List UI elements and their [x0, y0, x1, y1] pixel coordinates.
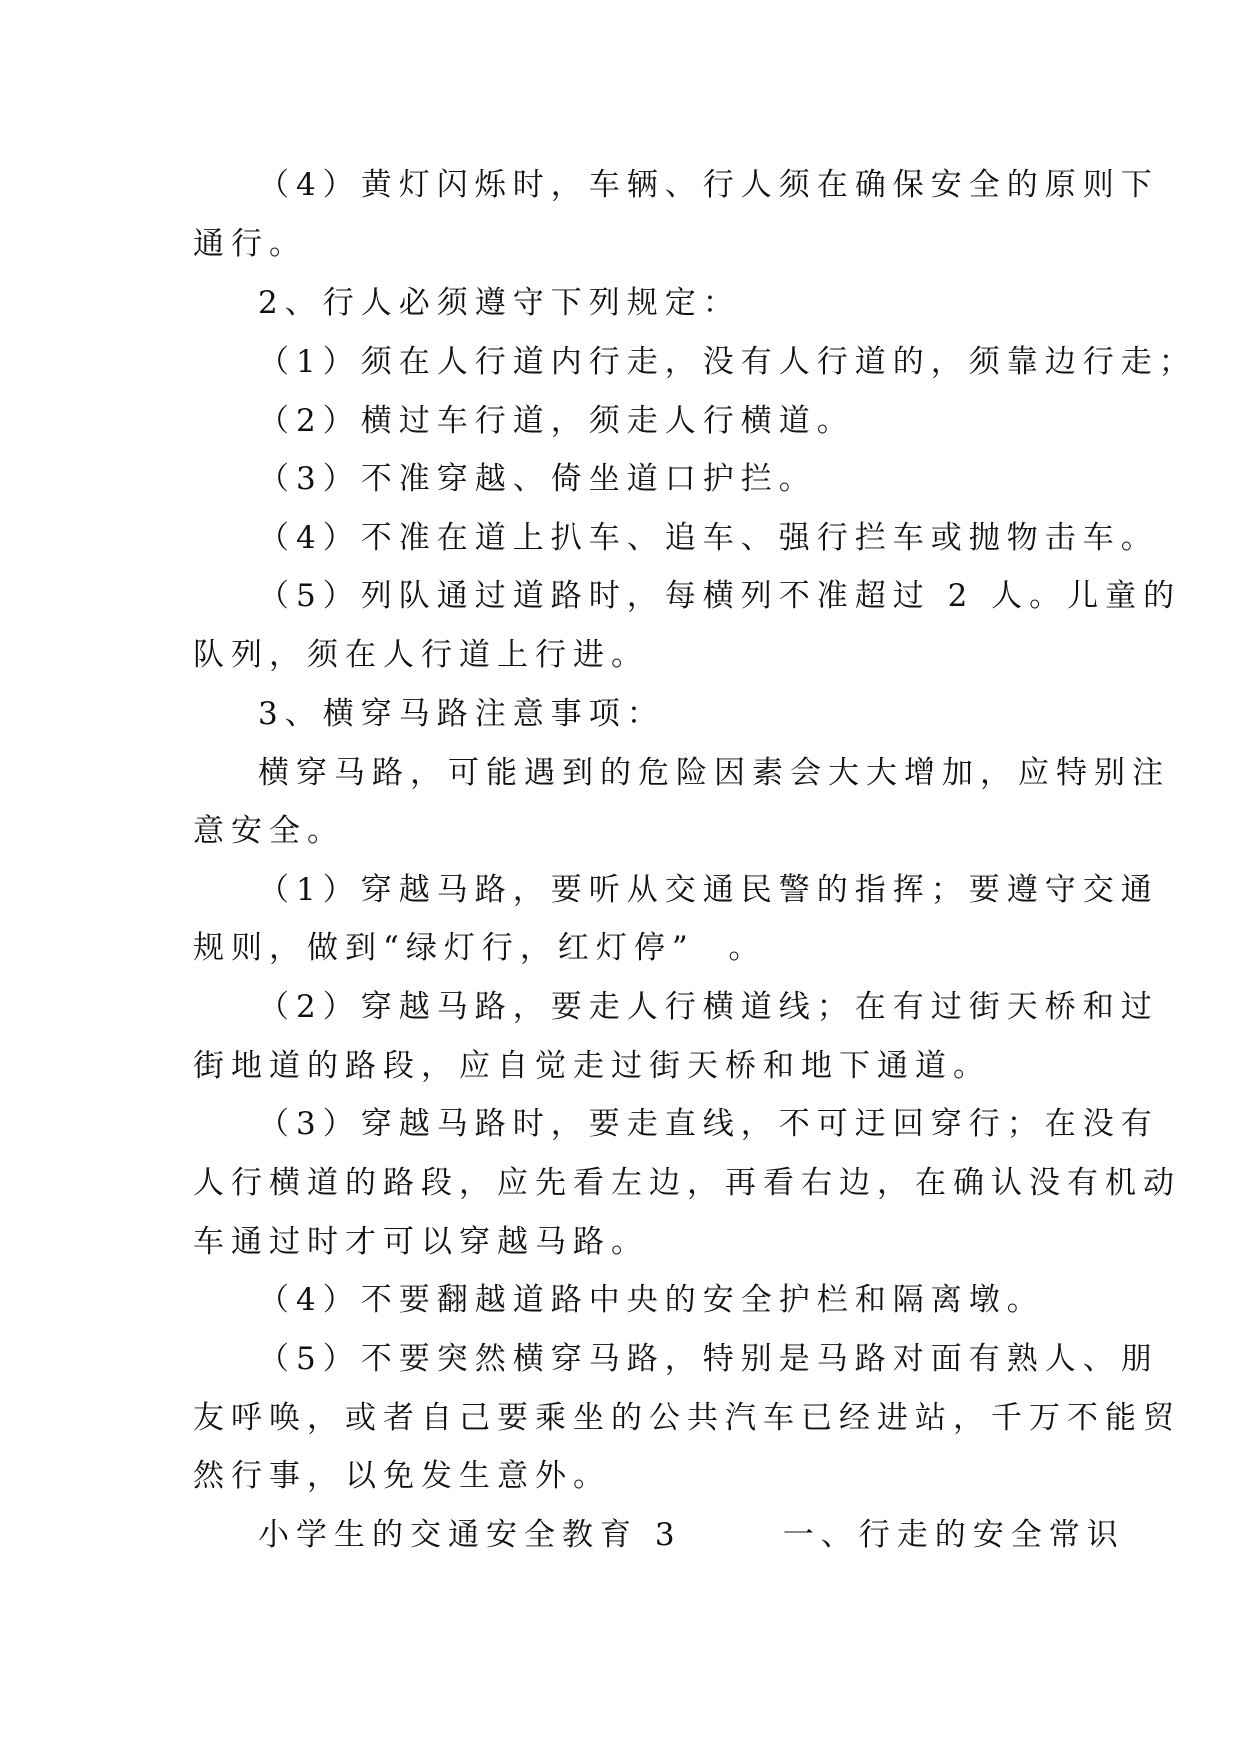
next-section-title: 小学生的交通安全教育 3 一、行走的安全常识 [258, 1517, 1125, 1553]
crossing-item-3-continuation-2: 车通过时才可以穿越马路。 [193, 1224, 649, 1260]
crossing-item-5: （5）不要突然横穿马路，特别是马路对面有熟人、朋 [258, 1341, 1159, 1377]
crossing-item-4: （4）不要翻越道路中央的安全护栏和隔离墩。 [258, 1282, 1045, 1318]
section-heading-3: 3、横穿马路注意事项： [258, 696, 665, 732]
list-item-5-continuation: 队列，须在人行道上行进。 [193, 637, 649, 673]
crossing-item-5-continuation-2: 然行事，以免发生意外。 [193, 1458, 611, 1494]
crossing-item-3: （3）穿越马路时，要走直线，不可迂回穿行；在没有 [258, 1106, 1159, 1142]
list-item-1: （1）须在人行道内行走，没有人行道的，须靠边行走； [258, 344, 1197, 380]
crossing-item-3-continuation-1: 人行横道的路段，应先看左边，再看右边，在确认没有机动 [193, 1165, 1181, 1201]
paragraph-intro-continuation: 意安全。 [193, 813, 345, 849]
crossing-item-1-continuation: 规则，做到“绿灯行，红灯停” 。 [193, 930, 767, 966]
crossing-item-1: （1）穿越马路，要听从交通民警的指挥；要遵守交通 [258, 872, 1159, 908]
paragraph-intro: 横穿马路，可能遇到的危险因素会大大增加，应特别注 [258, 755, 1170, 791]
list-item-3: （3）不准穿越、倚坐道口护拦。 [258, 461, 817, 497]
crossing-item-2: （2）穿越马路，要走人行横道线；在有过街天桥和过 [258, 989, 1159, 1025]
list-item-4: （4）不准在道上扒车、追车、强行拦车或抛物击车。 [258, 520, 1159, 556]
paragraph-line-1: （4）黄灯闪烁时，车辆、行人须在确保安全的原则下 [258, 167, 1159, 203]
list-item-2: （2）横过车行道，须走人行横道。 [258, 403, 855, 439]
crossing-item-2-continuation: 街地道的路段，应自觉走过街天桥和地下通道。 [193, 1048, 991, 1084]
crossing-item-5-continuation-1: 友呼唤，或者自己要乘坐的公共汽车已经进站，千万不能贸 [193, 1400, 1181, 1436]
section-heading-2: 2、行人必须遵守下列规定： [258, 285, 741, 321]
paragraph-line-2: 通行。 [193, 226, 307, 262]
list-item-5: （5）列队通过道路时，每横列不准超过 2 人。儿童的 [258, 578, 1182, 614]
